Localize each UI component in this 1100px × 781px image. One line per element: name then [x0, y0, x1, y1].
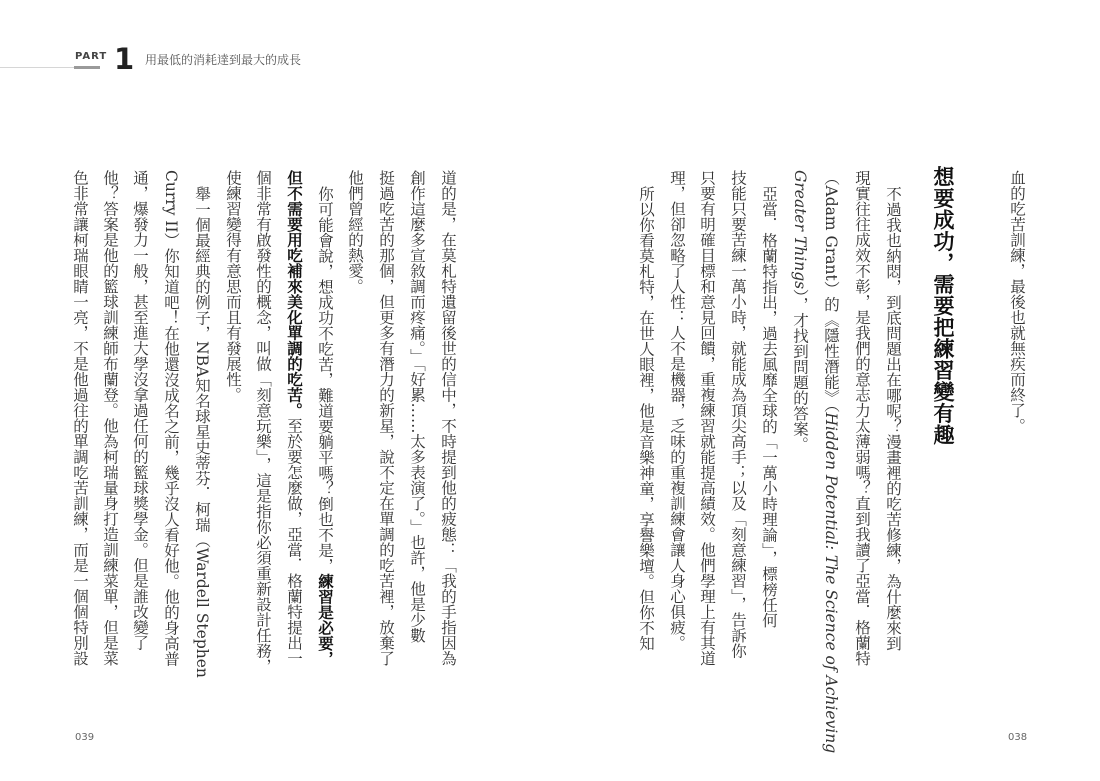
body-text: 色非常讓柯瑞眼睛一亮，不是他過往的單調吃苦訓練，而是一個個特別設	[71, 170, 89, 666]
text-column	[100, 170, 120, 666]
body-text: 通，爆發力一般，甚至進大學沒拿過任何的籃球獎學金。但是誰改變了	[131, 170, 149, 651]
text-column	[852, 170, 872, 666]
body-text: ），才找到問題的答案。	[791, 289, 809, 452]
text-column	[438, 170, 458, 666]
text-column	[667, 170, 687, 651]
body-text: 現實往往成效不彰，是我們的意志力太薄弱嗎？直到我讀了亞當．格蘭特	[853, 170, 871, 666]
body-text: 舉一個最經典的例子，NBA知名球星史蒂芬．柯瑞（Wardell Stephen	[193, 185, 211, 678]
italic-text: Hidden Potential: The Science of Achieving	[822, 412, 840, 754]
text-column	[284, 170, 304, 666]
part-number: 1	[114, 42, 135, 76]
text-column	[1007, 170, 1027, 434]
text-column	[345, 170, 365, 294]
body-text: 只要有明確目標和意見回饋，重複練習就能提高績效。他們學理上有其道	[698, 170, 716, 666]
body-text: 他？答案是他的籃球訓練師布蘭登。他為柯瑞量身打造訓練菜單，但是菜	[101, 170, 119, 666]
text-column	[253, 170, 273, 674]
header-rule-accent	[74, 66, 100, 69]
body-text: 不過我也納悶，到底問題出在哪呢？漫畫裡的吃苦修練，為什麼來到	[884, 185, 902, 651]
text-column	[223, 170, 243, 403]
body-text: 個非常有啟發性的概念，叫做「刻意玩樂」，這是指你必須重新設計任務，	[254, 170, 272, 674]
page-number-right: 038	[1008, 732, 1028, 743]
body-text: 使練習變得有意思而且有發展性。	[224, 170, 242, 403]
text-column	[376, 170, 396, 666]
body-text: Curry II）你知道吧！在他還沒成名之前，幾乎沒人看好他。他的身高普	[162, 170, 180, 667]
page-number-left: 039	[75, 732, 95, 743]
text-column	[407, 170, 427, 643]
text-column	[821, 170, 841, 753]
body-text: 你可能會說，想成功不吃苦，難道要躺平嗎？倒也不是，	[316, 185, 334, 573]
text-column	[636, 170, 656, 651]
part-label: PART	[75, 51, 108, 62]
text-column	[315, 170, 335, 666]
text-column	[790, 170, 810, 452]
text-column	[192, 170, 212, 677]
body-text: 他們曾經的熱愛。	[346, 170, 364, 294]
section-heading: 想要成功，需要把練習變有趣	[931, 166, 955, 446]
body-text: 創作這麼多宣敘調而疼痛。」「好累……太多表演了。」也許，他是少數	[408, 170, 426, 643]
text-column	[130, 170, 150, 651]
italic-text: Greater Things	[791, 170, 809, 290]
text-column	[697, 170, 717, 666]
body-text: 技能只要苦練一萬小時，就能成為頂尖高手；以及「刻意練習」，告訴你	[729, 170, 747, 659]
bold-text: 但不需要用吃補來美化單調的吃苦。	[285, 170, 303, 418]
body-text: 至於要怎麼做，亞當．格蘭特提出一	[285, 418, 303, 666]
body-text: 挺過吃苦的那個，但更多有潛力的新星，說不定在單調的吃苦裡，放棄了	[377, 170, 395, 666]
text-column	[759, 170, 779, 627]
part-title: 用最低的消耗達到最大的成長	[145, 53, 302, 67]
body-text: 亞當．格蘭特指出，過去風靡全球的「一萬小時理論」，標榜任何	[760, 185, 778, 628]
bold-text: 練習是必要，	[316, 573, 334, 666]
body-text: 理，但卻忽略了人性：人不是機器，乏味的重複訓練會讓人身心俱疲。	[668, 170, 686, 651]
body-text: （Adam Grant）的《隱性潛能》（	[822, 170, 840, 413]
text-column	[728, 170, 748, 658]
text-column	[70, 170, 90, 666]
text-column	[883, 170, 903, 651]
body-text: 所以你看莫札特，在世人眼裡，他是音樂神童，享譽樂壇。但你不知	[637, 185, 655, 651]
text-column	[161, 170, 181, 667]
body-text: 道的是，在莫札特遺留後世的信中，不時提到他的疲態：「我的手指因為	[439, 170, 457, 666]
body-text: 血的吃苦訓練，最後也就無疾而終了。	[1008, 170, 1026, 434]
